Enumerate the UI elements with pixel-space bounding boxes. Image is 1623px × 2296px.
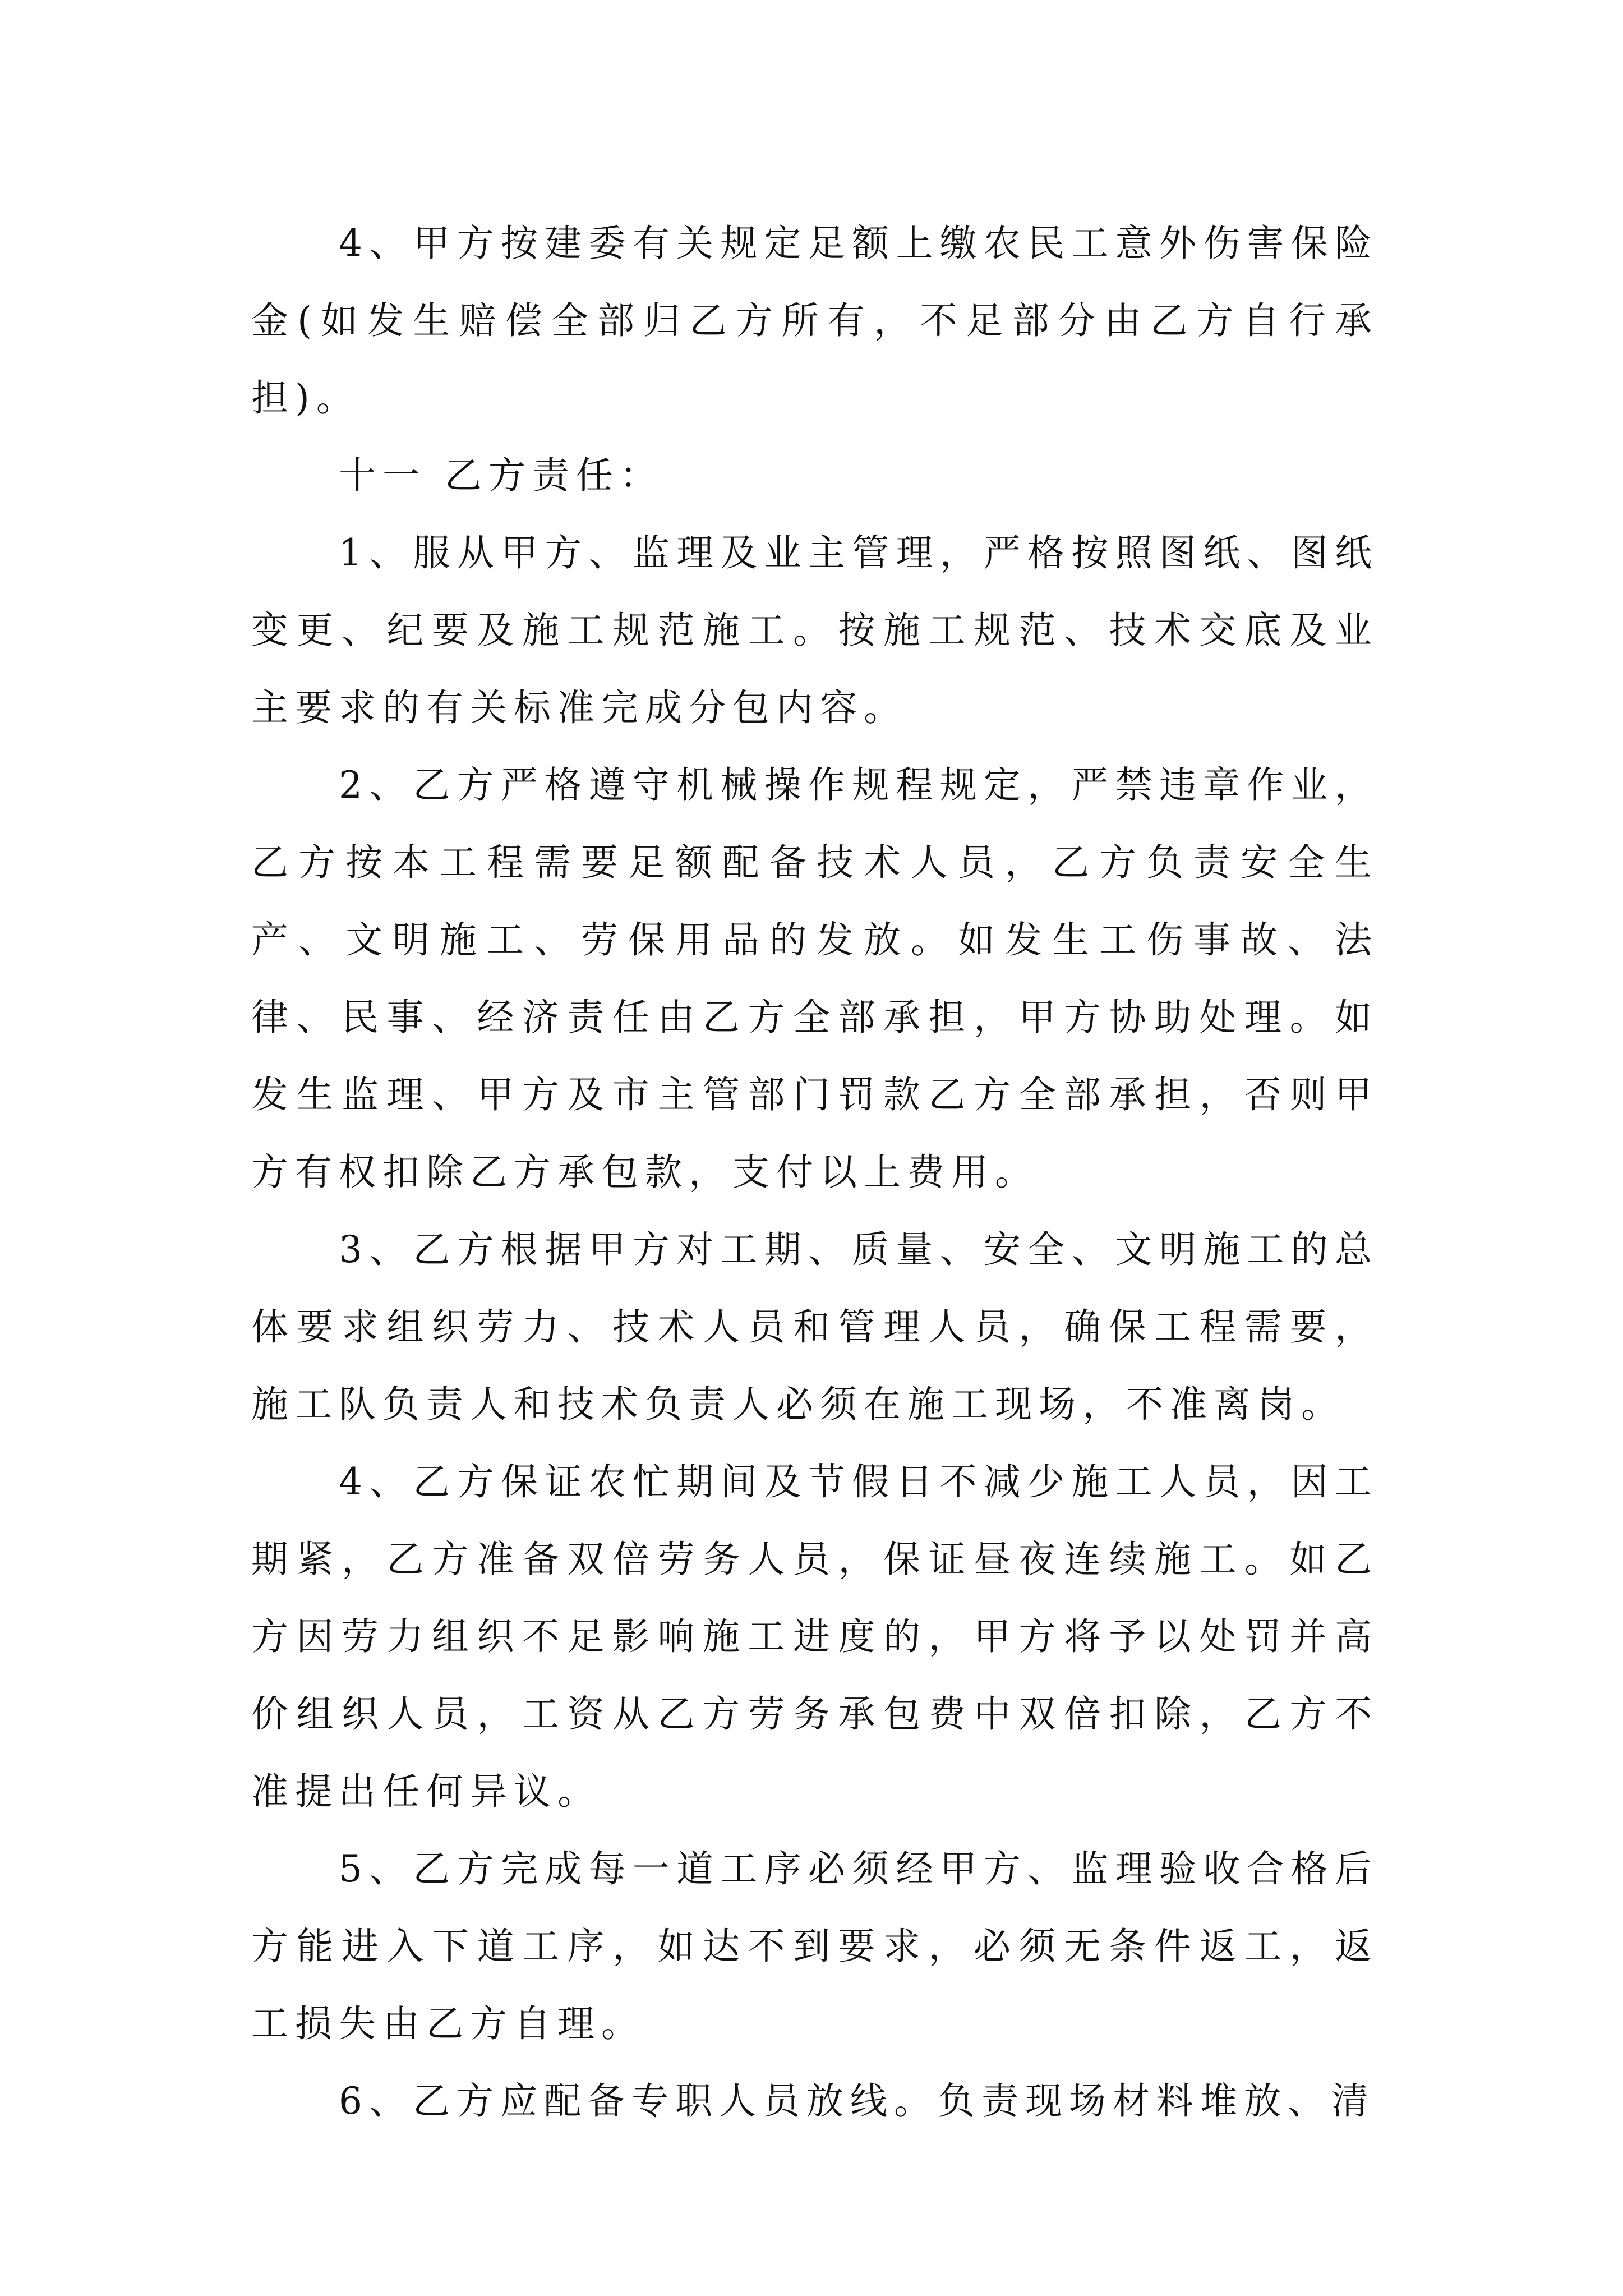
paragraph-clause-1: 1、服从甲方、监理及业主管理，严格按照图纸、图纸变更、纪要及施工规范施工。按施工规范、技术交底及业主要求的有关标准完成分包内容。 [251, 531, 1378, 729]
paragraph-clause-4: 4、乙方保证农忙期间及节假日不减少施工人员，因工期紧，乙方准备双倍劳务人员，保证昼夜连续施工。如乙方因劳力组织不足影响施工进度的，甲方将予以处罚并高价组织人员，工资从乙方劳务承包费中双倍扣除，乙方不准提出任何异议。 [251, 1460, 1378, 1813]
document-body [251, 205, 1378, 2140]
section-heading-11: 十一 乙方责任： [339, 454, 663, 497]
paragraph-clause-5: 5、乙方完成每一道工序必须经甲方、监理验收合格后方能进入下道工序，如达不到要求，必须无条件返工，返工损失由乙方自理。 [251, 1847, 1378, 2045]
paragraph-clause-6: 6、乙方应配备专职人员放线。负责现场材料堆放、清 [339, 2079, 1375, 2123]
paragraph-clause-2: 2、乙方严格遵守机械操作规程规定，严禁违章作业，乙方按本工程需要足额配备技术人员，乙方负责安全生产、文明施工、劳保用品的发放。如发生工伤事故、法律、民事、经济责任由乙方全部承担，甲方协助处理。如发生监理、甲方及市主管部门罚款乙方全部承担，否则甲方有权扣除乙方承包款，支付以上费用。 [251, 763, 1378, 1194]
paragraph-clause-4-insurance: 4、甲方按建委有关规定足额上缴农民工意外伤害保险金(如发生赔偿全部归乙方所有，不足部分由乙方自行承担)。 [251, 222, 1378, 420]
paragraph-clause-3: 3、乙方根据甲方对工期、质量、安全、文明施工的总体要求组织劳力、技术人员和管理人员，确保工程需要，施工队负责人和技术负责人必须在施工现场，不准离岗。 [251, 1228, 1378, 1426]
